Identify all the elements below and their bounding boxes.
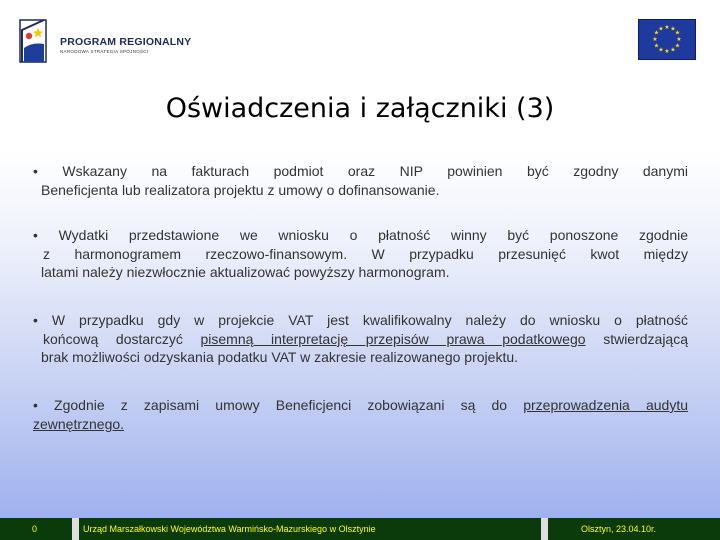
svg-text:★: ★ [664,24,670,31]
footer-bar [0,518,720,540]
page-title: Oświadczenia i załączniki (3) [165,93,555,124]
bullet-text: stwierdzającą [585,330,689,347]
regional-program-logo-icon [18,18,50,64]
bullet-audit [33,396,688,433]
bullet-text: • Zgodnie z zapisami umowy Beneficjenci zobowiązani są do [33,397,524,413]
bullet-line: • W przypadku gdy w projekcie VAT jest kwalifikowalny należy do wniosku o płatność [33,312,688,328]
external-audit-link[interactable]: przeprowadzenia audytu [523,397,689,413]
bullet-line: • Wydatki przedstawione we wniosku o płatność winny być ponoszone zgodnie [33,227,688,243]
svg-text:★: ★ [676,36,682,43]
svg-text:★: ★ [653,29,660,37]
eu-flag-icon [638,19,696,60]
bullet-expenses-schedule [33,226,688,282]
bullet-line [33,330,688,349]
bullet-text: końcową dostarczyć [43,330,201,347]
tax-interpretation-link[interactable]: pisemną interpretację przepisów prawa podatkowego [200,330,586,347]
bullet-line [33,415,688,434]
bullet-invoice-nip [33,162,688,199]
logo-title: PROGRAM REGIONALNY [60,36,192,48]
svg-text:★: ★ [670,25,676,33]
svg-text:★: ★ [653,42,660,50]
slide-number: 0 [0,518,72,540]
svg-text:★: ★ [664,48,670,55]
bullet-line: Beneficjenta lub realizatora projektu z umowy o dofinansowanie. [41,181,440,198]
bullet-line: latami należy niezwłocznie aktualizować powyższy harmonogram. [41,264,450,280]
bullet-line: • Wskazany na fakturach podmiot oraz NIP powinien być zgodny danymi [33,163,688,179]
svg-text:★: ★ [674,29,681,37]
program-regionalny-logo [0,0,210,86]
footer-organization: Urząd Marszałkowski Województwa Warmińsko-Mazurskiego w Olsztynie [79,518,541,540]
external-audit-link-cont[interactable]: zewnętrznego. [33,415,125,432]
svg-text:★: ★ [674,42,681,50]
bullet-line: z harmonogramem rzeczowo-finansowym. W przypadku przesunięć kwot między [43,245,688,262]
bullet-line [33,396,688,415]
svg-text:★: ★ [670,46,676,54]
bullet-line: brak możliwości odzyskania podatku VAT w zakresie realizowanego projektu. [41,349,519,365]
footer-date: Olsztyn, 23.04.10r. [548,518,720,540]
bullet-vat [33,311,688,367]
svg-text:★: ★ [658,46,664,54]
svg-text:★: ★ [652,36,658,43]
eu-stars-icon [639,20,695,59]
logo-subtitle: NARODOWA STRATEGIA SPÓJNOŚCI [60,49,149,54]
svg-text:★: ★ [658,25,664,33]
